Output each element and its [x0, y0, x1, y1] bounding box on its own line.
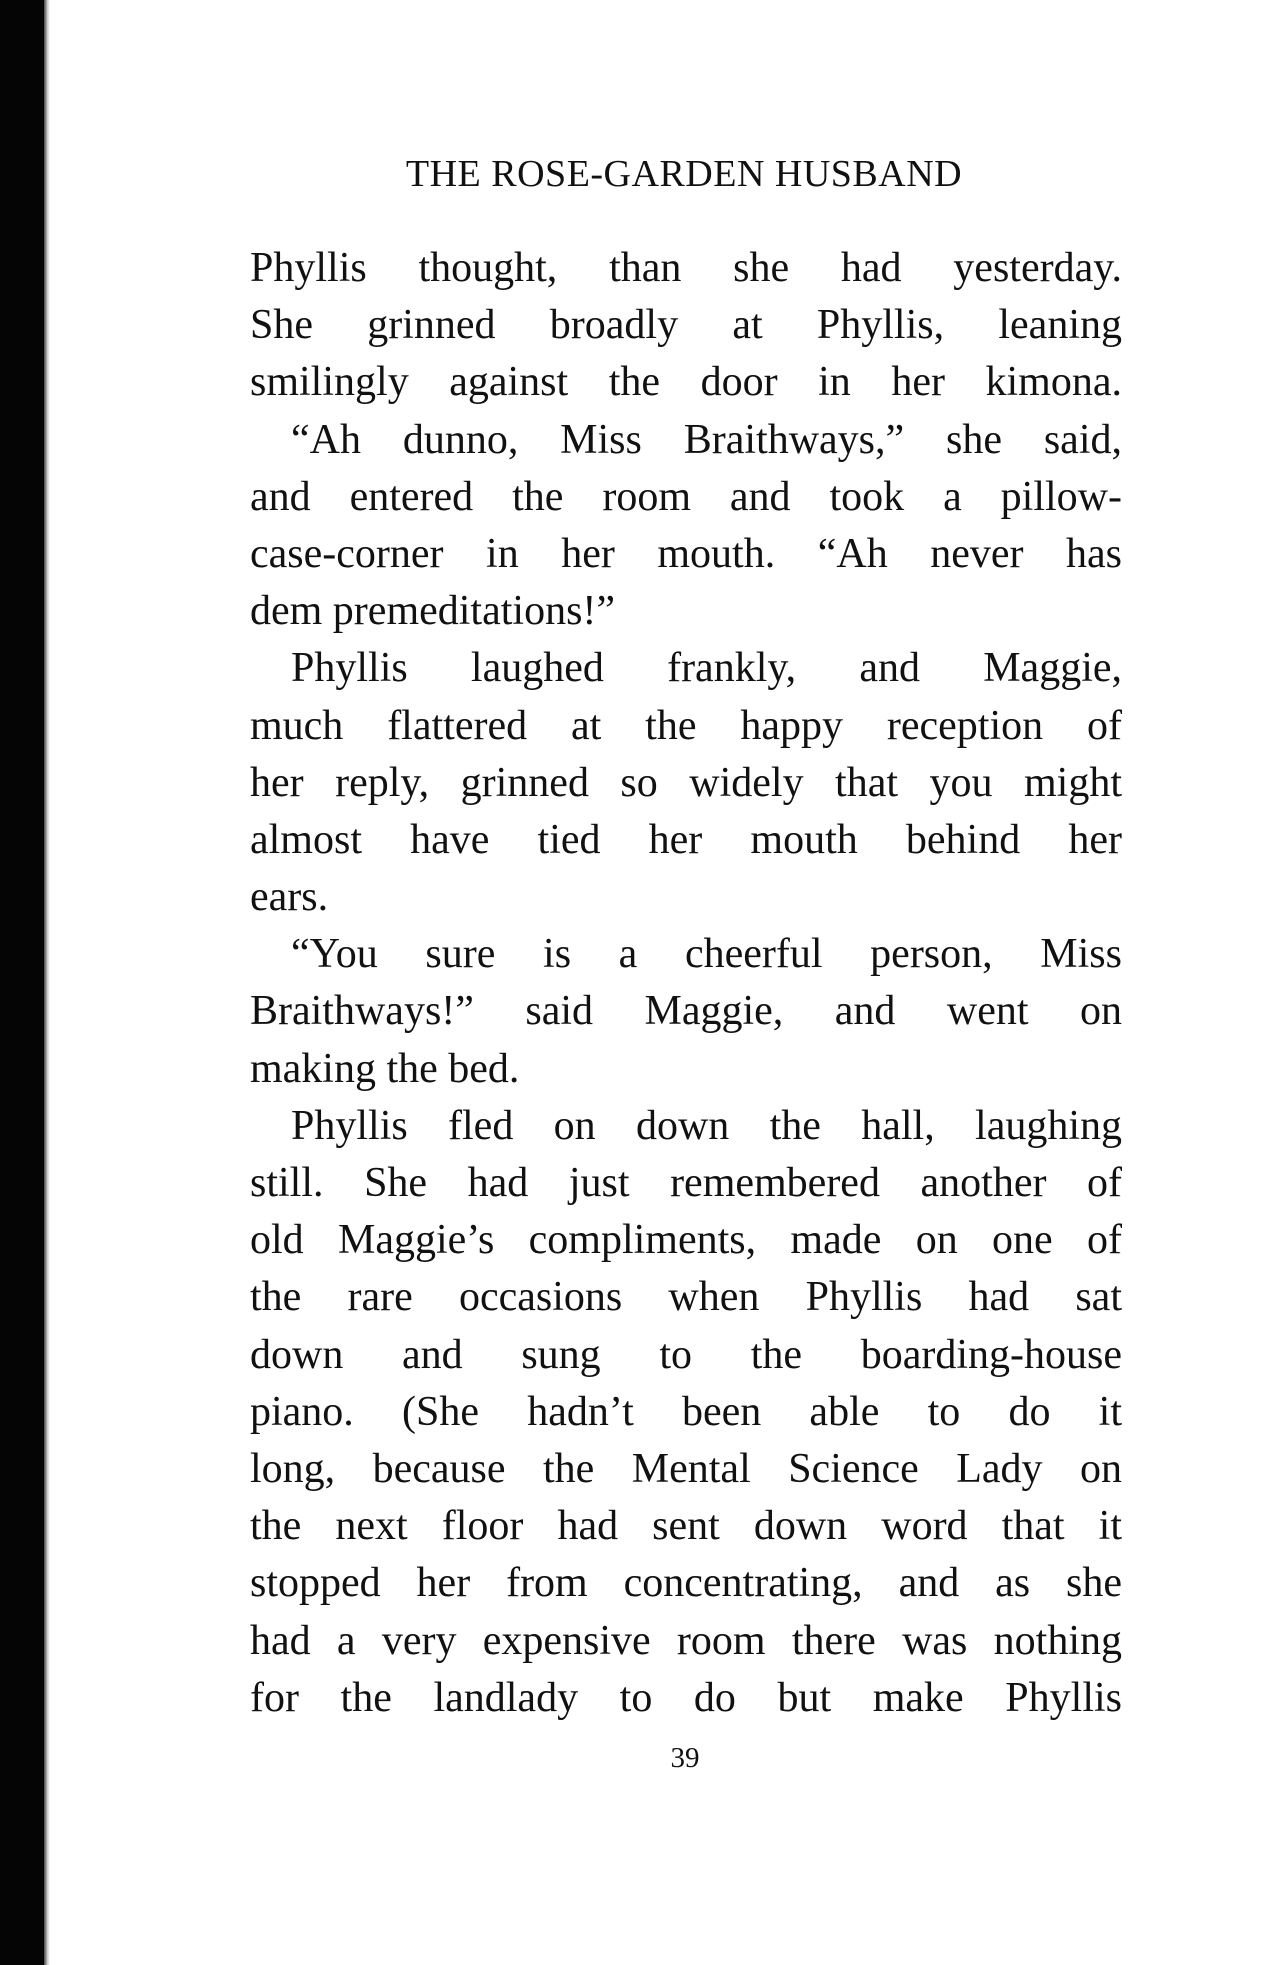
text-line: Phyllis thought, than she had yesterday.: [250, 245, 1122, 291]
book-gutter-shadow: [0, 0, 44, 1965]
text-line: Braithways!” said Maggie, and went on: [250, 988, 1122, 1035]
body-text: [250, 240, 1122, 1727]
text-line: almost have tied her mouth behind her: [250, 816, 1122, 863]
running-head: THE ROSE-GARDEN HUSBAND: [405, 153, 963, 195]
page-number: 39: [670, 1742, 700, 1774]
text-line: case-corner in her mouth. “Ah never has: [250, 530, 1122, 577]
text-line: the next floor had sent down word that it: [250, 1503, 1122, 1550]
text-line: stopped her from concentrating, and as she: [250, 1560, 1122, 1607]
book-gutter-fade: [44, 0, 50, 1965]
text-line: old Maggie’s compliments, made on one of: [250, 1217, 1122, 1264]
text-line: Phyllis fled on down the hall, laughing: [291, 1102, 1122, 1149]
text-line: Phyllis laughed frankly, and Maggie,: [291, 645, 1122, 692]
text-line: long, because the Mental Science Lady on: [250, 1445, 1122, 1492]
text-line: piano. (She hadn’t been able to do it: [250, 1388, 1122, 1435]
text-line: had a very expensive room there was nothing: [250, 1617, 1122, 1664]
text-line: the rare occasions when Phyllis had sat: [250, 1274, 1122, 1321]
text-line: for the landlady to do but make Phyllis: [250, 1674, 1122, 1721]
text-line: She grinned broadly at Phyllis, leaning: [250, 302, 1122, 349]
text-line: smilingly against the door in her kimona.: [250, 359, 1122, 406]
text-line: dem premeditations!”: [250, 588, 616, 635]
text-line: still. She had just remembered another of: [250, 1160, 1122, 1206]
text-line: and entered the room and took a pillow-: [250, 473, 1122, 520]
text-line: her reply, grinned so widely that you might: [250, 759, 1122, 806]
text-line: making the bed.: [250, 1045, 520, 1092]
text-line: down and sung to the boarding-house: [250, 1331, 1122, 1378]
text-line: much flattered at the happy reception of: [250, 702, 1122, 749]
text-line: ears.: [250, 874, 329, 921]
text-line: “You sure is a cheerful person, Miss: [291, 931, 1122, 978]
text-line: “Ah dunno, Miss Braithways,” she said,: [291, 416, 1122, 463]
